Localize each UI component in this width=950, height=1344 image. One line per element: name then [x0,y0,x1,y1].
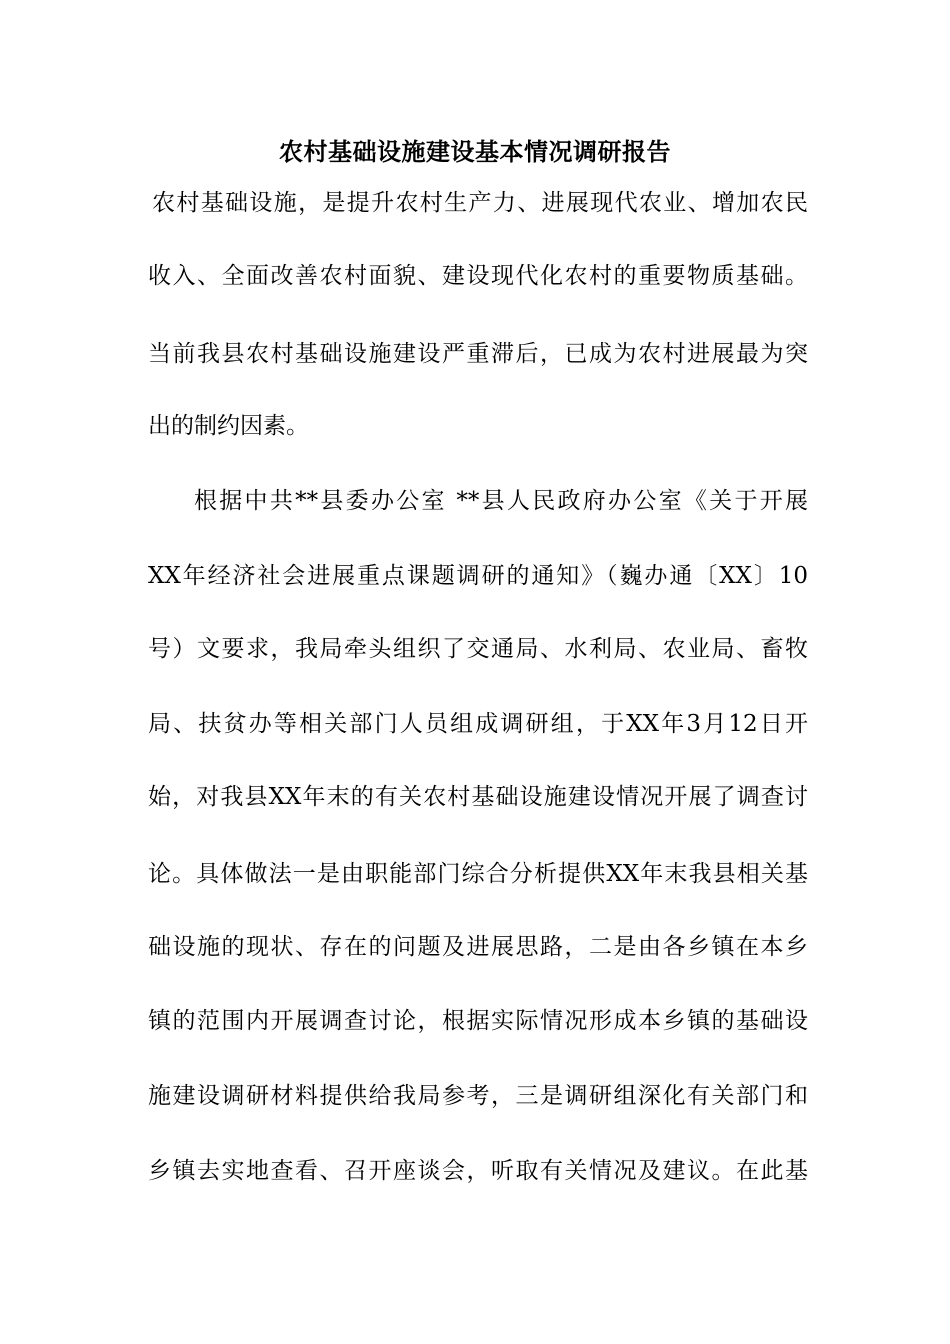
paragraph-2-line-8: 镇的范围内开展调查讨论，根据实际情况形成本乡镇的基础设 [148,1008,808,1034]
paragraph-1-line-2: 收入、全面改善农村面貌、建设现代化农村的重要物质基础。 [148,263,808,289]
paragraph-2-line-9: 施建设调研材料提供给我局参考，三是调研组深化有关部门和 [148,1083,808,1109]
paragraph-1-line-3: 当前我县农村基础设施建设严重滞后，已成为农村进展最为突 [148,341,808,367]
paragraph-2-line-10: 乡镇去实地查看、召开座谈会，听取有关情况及建议。在此基 [148,1158,808,1184]
paragraph-2-line-4: 局、扶贫办等相关部门人员组成调研组，于XX年3月12日开 [148,711,808,737]
paragraph-2-line-3: 号）文要求，我局牵头组织了交通局、水利局、农业局、畜牧 [148,636,808,662]
paragraph-2-line-6: 论。具体做法一是由职能部门综合分析提供XX年末我县相关基 [148,861,808,887]
paragraph-2-line-2: XX年经济社会进展重点课题调研的通知》（巍办通〔XX〕10 [148,563,808,589]
paragraph-2-line-7: 础设施的现状、存在的问题及进展思路，二是由各乡镇在本乡 [148,934,808,960]
paragraph-2-line-1: 根据中共**县委办公室 **县人民政府办公室《关于开展 [194,488,808,514]
paragraph-2-line-5: 始，对我县XX年末的有关农村基础设施建设情况开展了调查讨 [148,784,808,810]
paragraph-1-line-1: 农村基础设施，是提升农村生产力、进展现代农业、增加农民 [152,190,808,216]
document-title: 农村基础设施建设基本情况调研报告 [279,137,671,166]
paragraph-1-line-4: 出的制约因素。 [148,413,309,439]
